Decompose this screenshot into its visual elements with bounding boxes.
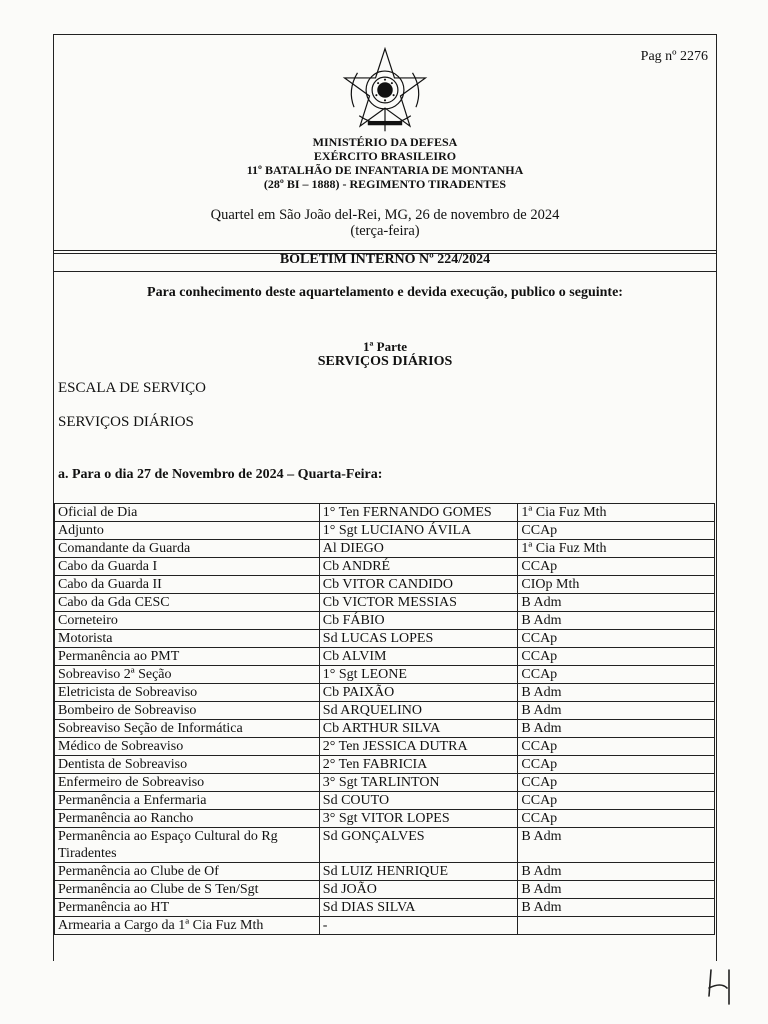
unit-cell: CCAp: [518, 522, 715, 540]
unit-cell: CCAp: [518, 558, 715, 576]
duty-cell: Permanência ao Clube de Of: [55, 863, 320, 881]
section-escala: ESCALA DE SERVIÇO: [58, 380, 206, 396]
intro-text: Para conhecimento deste aquartelamento e devida execução, publico o seguinte:: [147, 285, 623, 300]
duty-cell: Cabo da Guarda II: [55, 576, 320, 594]
coat-of-arms-emblem: [342, 47, 428, 133]
unit-cell: [518, 917, 715, 935]
duty-cell: Sobreaviso Seção de Informática: [55, 720, 320, 738]
person-cell: 1° Sgt LEONE: [319, 666, 518, 684]
person-cell: Sd ARQUELINO: [319, 702, 518, 720]
table-row: [55, 612, 715, 630]
person-cell: 2° Ten JESSICA DUTRA: [319, 738, 518, 756]
duty-cell: Cabo da Gda CESC: [55, 594, 320, 612]
person-cell: Al DIEGO: [319, 540, 518, 558]
unit-cell: B Adm: [518, 720, 715, 738]
duty-cell: Armearia a Cargo da 1ª Cia Fuz Mth: [55, 917, 320, 935]
table-row: [55, 630, 715, 648]
person-cell: Sd LUIZ HENRIQUE: [319, 863, 518, 881]
unit-cell: CCAp: [518, 666, 715, 684]
person-cell: Sd LUCAS LOPES: [319, 630, 518, 648]
handwritten-mark: [705, 966, 745, 1006]
table-row: [55, 576, 715, 594]
duty-cell: Enfermeiro de Sobreaviso: [55, 774, 320, 792]
duty-cell: Permanência ao Espaço Cultural do Rg Tiradentes: [55, 828, 320, 863]
unit-cell: CCAp: [518, 738, 715, 756]
person-cell: Cb ARTHUR SILVA: [319, 720, 518, 738]
document-frame: [53, 34, 717, 961]
duty-cell: Médico de Sobreaviso: [55, 738, 320, 756]
unit-cell: B Adm: [518, 612, 715, 630]
table-row: [55, 810, 715, 828]
table-row: [55, 774, 715, 792]
person-cell: Cb ANDRÉ: [319, 558, 518, 576]
unit-cell: 1ª Cia Fuz Mth: [518, 540, 715, 558]
day-title: a. Para o dia 27 de Novembro de 2024 – Quarta-Feira:: [58, 467, 383, 482]
institution-header: [54, 135, 716, 191]
table-row: [55, 684, 715, 702]
part-heading: [54, 339, 716, 369]
table-row: [55, 648, 715, 666]
unit-cell: CCAp: [518, 756, 715, 774]
table-row: [55, 702, 715, 720]
duty-cell: Comandante da Guarda: [55, 540, 320, 558]
person-cell: Sd JOÃO: [319, 881, 518, 899]
duty-cell: Permanência ao Rancho: [55, 810, 320, 828]
table-row: [55, 504, 715, 522]
unit-cell: B Adm: [518, 863, 715, 881]
person-cell: 3° Sgt TARLINTON: [319, 774, 518, 792]
header-line-ministry: MINISTÉRIO DA DEFESA: [312, 135, 458, 149]
table-row: [55, 666, 715, 684]
table-row: [55, 558, 715, 576]
duty-roster-table: [54, 503, 715, 935]
duty-cell: Permanência a Enfermaria: [55, 792, 320, 810]
table-row: [55, 738, 715, 756]
unit-cell: CCAp: [518, 774, 715, 792]
unit-cell: 1ª Cia Fuz Mth: [518, 504, 715, 522]
person-cell: 2° Ten FABRICIA: [319, 756, 518, 774]
person-cell: Sd DIAS SILVA: [319, 899, 518, 917]
table-row: [55, 881, 715, 899]
table-row: [55, 522, 715, 540]
duty-cell: Adjunto: [55, 522, 320, 540]
table-row: [55, 540, 715, 558]
weekday-line: (terça-feira): [350, 223, 420, 239]
duty-cell: Permanência ao PMT: [55, 648, 320, 666]
person-cell: Sd GONÇALVES: [319, 828, 518, 863]
person-cell: Sd COUTO: [319, 792, 518, 810]
unit-cell: CCAp: [518, 792, 715, 810]
unit-cell: B Adm: [518, 881, 715, 899]
duty-cell: Sobreaviso 2ª Seção: [55, 666, 320, 684]
unit-cell: CCAp: [518, 630, 715, 648]
unit-cell: B Adm: [518, 684, 715, 702]
unit-cell: B Adm: [518, 594, 715, 612]
page-number: Pag nº 2276: [640, 49, 708, 64]
unit-cell: CCAp: [518, 810, 715, 828]
duty-cell: Dentista de Sobreaviso: [55, 756, 320, 774]
header-line-battalion: 11º BATALHÃO DE INFANTARIA DE MONTANHA: [246, 163, 524, 177]
person-cell: Cb VITOR CANDIDO: [319, 576, 518, 594]
table-row: [55, 792, 715, 810]
duty-cell: Eletricista de Sobreaviso: [55, 684, 320, 702]
table-row: [55, 899, 715, 917]
place-and-date: [54, 207, 716, 239]
table-row: [55, 917, 715, 935]
unit-cell: CIOp Mth: [518, 576, 715, 594]
table-row: [55, 863, 715, 881]
unit-cell: B Adm: [518, 899, 715, 917]
part-title: SERVIÇOS DIÁRIOS: [317, 354, 453, 369]
duty-cell: Oficial de Dia: [55, 504, 320, 522]
person-cell: Cb PAIXÃO: [319, 684, 518, 702]
part-label: 1ª Parte: [363, 339, 407, 354]
person-cell: Cb FÁBIO: [319, 612, 518, 630]
person-cell: 1° Ten FERNANDO GOMES: [319, 504, 518, 522]
duty-cell: Cabo da Guarda I: [55, 558, 320, 576]
header-line-regiment: (28º BI – 1888) - REGIMENTO TIRADENTES: [263, 177, 507, 191]
header-line-army: EXÉRCITO BRASILEIRO: [313, 149, 457, 163]
duty-cell: Permanência ao HT: [55, 899, 320, 917]
place-date-line: Quartel em São João del-Rei, MG, 26 de novembro de 2024: [210, 207, 560, 223]
person-cell: Cb VICTOR MESSIAS: [319, 594, 518, 612]
table-row: [55, 756, 715, 774]
table-row: [55, 594, 715, 612]
unit-cell: B Adm: [518, 828, 715, 863]
unit-cell: B Adm: [518, 702, 715, 720]
table-row: [55, 720, 715, 738]
person-cell: -: [319, 917, 518, 935]
duty-cell: Bombeiro de Sobreaviso: [55, 702, 320, 720]
unit-cell: CCAp: [518, 648, 715, 666]
duty-cell: Motorista: [55, 630, 320, 648]
section-servicos: SERVIÇOS DIÁRIOS: [58, 414, 194, 430]
bulletin-title: BOLETIM INTERNO Nº 224/2024: [279, 252, 491, 267]
person-cell: Cb ALVIM: [319, 648, 518, 666]
duty-cell: Corneteiro: [55, 612, 320, 630]
person-cell: 1° Sgt LUCIANO ÁVILA: [319, 522, 518, 540]
person-cell: 3° Sgt VITOR LOPES: [319, 810, 518, 828]
duty-cell: Permanência ao Clube de S Ten/Sgt: [55, 881, 320, 899]
table-row: [55, 828, 715, 863]
